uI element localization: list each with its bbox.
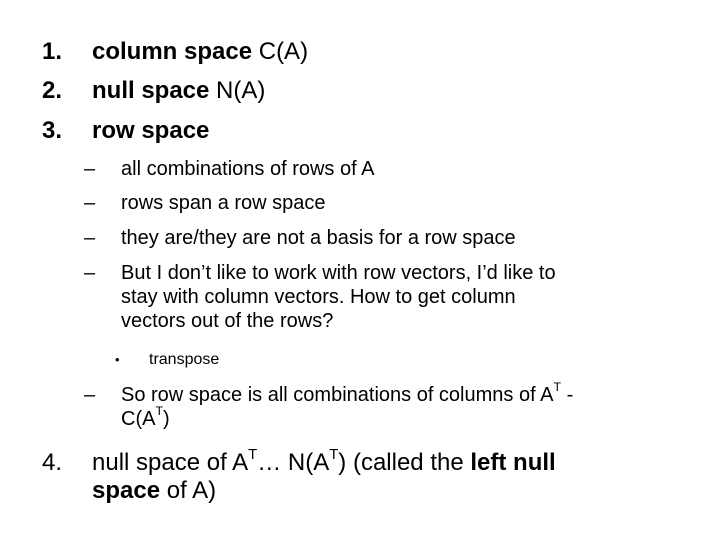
sub-bullet-5-dash: -	[561, 384, 574, 406]
dash-marker: –	[84, 262, 96, 284]
item-1-number: 1.	[42, 38, 63, 65]
sub-bullet-4-text	[121, 261, 671, 333]
item-4-number: 4.	[42, 449, 63, 476]
space-bold: space	[92, 477, 161, 504]
item-1-rest: C(A)	[252, 38, 309, 65]
item-1-term: column space	[92, 38, 253, 65]
dash-marker: –	[84, 384, 96, 406]
item-4-part-1: null space of A	[92, 449, 249, 476]
transpose-superscript: T	[155, 404, 164, 419]
sub-bullet-1-text: all combinations of rows of A	[121, 158, 375, 180]
sub-bullet-3-text: they are/they are not a basis for a row space	[121, 227, 516, 249]
transpose-superscript: T	[553, 380, 562, 395]
left-null-bold: left null	[470, 449, 556, 476]
item-3-number: 3.	[42, 117, 63, 144]
sub-bullet-5-text	[121, 380, 671, 431]
item-4-text	[92, 446, 556, 505]
transpose-superscript: T	[248, 446, 258, 463]
item-4-part-4: of A)	[160, 477, 217, 504]
sub-bullet-2-text: rows span a row space	[121, 192, 326, 214]
bullet-marker: •	[115, 352, 120, 367]
item-3-term: row space	[92, 117, 210, 144]
item-2-term: null space	[92, 77, 210, 104]
transpose-text: transpose	[149, 351, 220, 368]
dash-marker: –	[84, 158, 96, 180]
item-2-rest: N(A)	[209, 77, 266, 104]
dash-marker: –	[84, 227, 96, 249]
item-4-part-2: … N(A	[257, 449, 330, 476]
sub-bullet-5-main: So row space is all combinations of columns of A	[121, 384, 554, 406]
sub-bullet-4-line-1: But I don’t like to work with row vectors, I’d like to	[121, 262, 556, 284]
transpose-superscript: T	[329, 446, 339, 463]
sub-bullet-5-close: )	[163, 408, 170, 430]
item-4-part-3: ) (called the	[338, 449, 471, 476]
sub-bullet-4-line-2: stay with column vectors. How to get column	[121, 286, 516, 308]
item-2-text	[92, 77, 265, 105]
item-2-number: 2.	[42, 77, 63, 104]
item-1-text	[92, 38, 308, 66]
sub-bullet-5-c: C(A	[121, 408, 156, 430]
sub-bullet-4-line-3: vectors out of the rows?	[121, 310, 334, 332]
dash-marker: –	[84, 192, 96, 214]
